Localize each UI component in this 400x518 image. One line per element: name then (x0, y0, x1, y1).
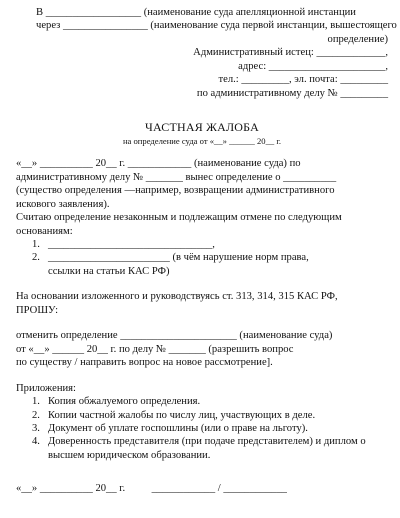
paragraph-demands (16, 329, 388, 369)
document-title: ЧАСТНАЯ ЖАЛОБА (145, 120, 259, 135)
paragraph-ruling (16, 157, 388, 278)
attachments-list (16, 395, 388, 462)
text-line: «__» __________ 20__ г. ____________ (наименование суда) по (16, 158, 301, 170)
list-item: 3. Документ об уплате госпошлины (или о праве на льготу). (32, 423, 308, 435)
attachments-section (16, 382, 388, 463)
court-first-instance-line: через ________________ (наименование суда первой инстанции, вышестоящего (36, 20, 397, 32)
list-item: 4. Доверенность представителя (при подаче представителем) и диплом о высшем юридическом образовании. (32, 436, 366, 461)
contacts-line: тел.: _________, эл. почта: _________ (218, 74, 388, 86)
address-line: адрес: ______________________, (238, 60, 388, 72)
document-header (36, 6, 397, 100)
text-line: Считаю определение незаконным и подлежащим отмене по следующим (16, 212, 342, 224)
text-line: отменить определение ______________________ (наименование суда) (16, 330, 333, 342)
text-line: административному делу № _______ вынес определение о __________ (16, 171, 337, 183)
document-subtitle: на определение суда от «__» ______ 20__ г. (122, 136, 282, 147)
court-first-instance-continued: определение) (327, 33, 388, 45)
court-appeal-line: В __________________ (наименование суда апелляционной инстанции (36, 7, 356, 18)
text-line: по существу / направить вопрос на новое рассмотрение]. (16, 357, 273, 369)
list-item: 1. Копия обжалуемого определения. (32, 396, 201, 408)
text-line: основаниям: (16, 225, 73, 237)
list-item: 1. _______________________________, (32, 239, 215, 251)
list-item: 2. _______________________ (в чём нарушение норм права, ссылки на статьи КАС РФ) (32, 252, 309, 277)
case-number-line: по административному делу № _________ (196, 87, 388, 99)
text-line: от «__» ______ 20__ г. по делу № _______ (разрешить вопрос (16, 343, 294, 355)
signature-line: «__» __________ 20__ г. ____________ / ____________ (16, 483, 287, 495)
text-line: искового заявления). (16, 198, 110, 210)
list-item: 2. Копии частной жалобы по числу лиц, участвующих в деле. (32, 409, 316, 421)
reasons-list (16, 238, 388, 278)
text-line: (существо определения —например, возвращении административного (16, 185, 335, 197)
plaintiff-line: Административный истец: _____________, (193, 47, 388, 59)
paragraph-request (16, 290, 388, 317)
attachments-title: Приложения: (16, 382, 76, 394)
request-heading: ПРОШУ: (16, 304, 59, 316)
text-line: На основании изложенного и руководствуясь ст. 313, 314, 315 КАС РФ, (16, 291, 338, 303)
